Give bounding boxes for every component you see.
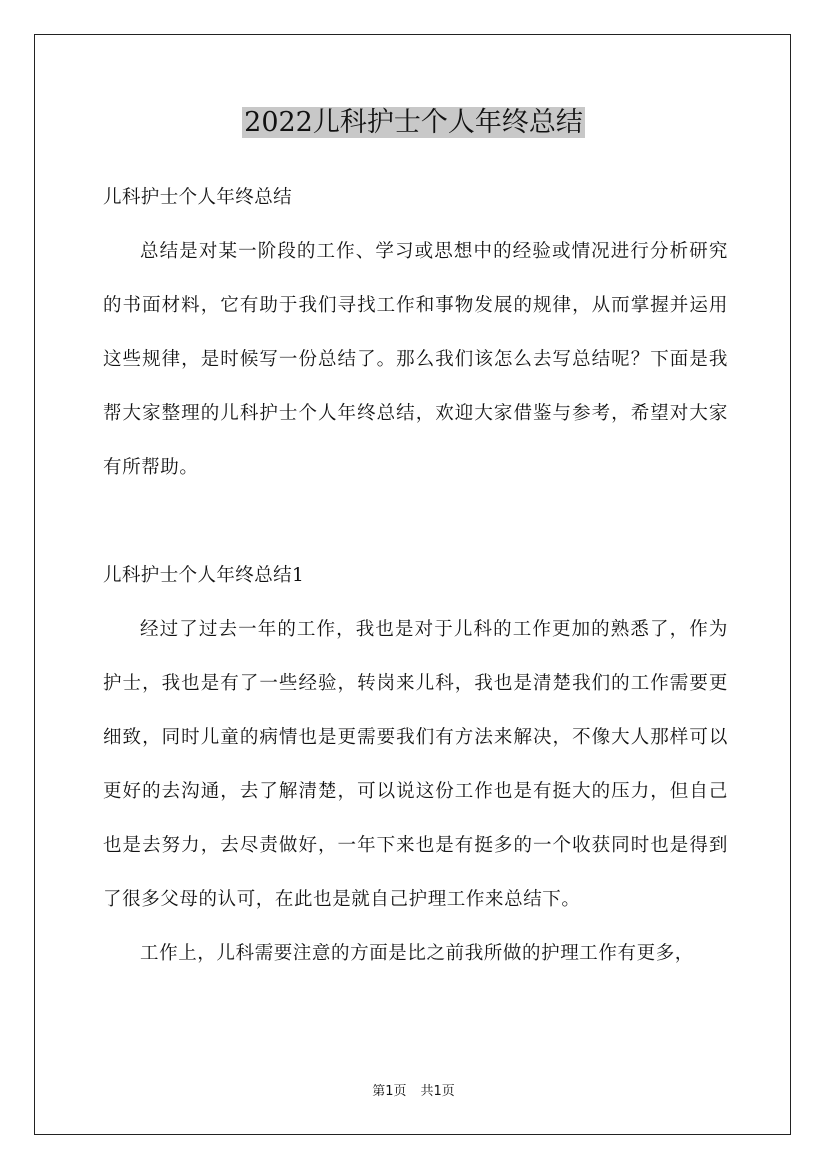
intro-heading: 儿科护士个人年终总结 xyxy=(103,187,293,208)
section1-heading: 儿科护士个人年终总结1 xyxy=(103,565,305,586)
page-number: 第1页 xyxy=(372,1084,407,1099)
page-footer xyxy=(0,1083,827,1101)
section1-paragraph-1: 经过了过去一年的工作，我也是对于儿科的工作更加的熟悉了，作为护士，我也是有了一些经验，转岗来儿科，我也是清楚我们的工作需要更细致，同时儿童的病情也是更需要我们有方法来解决，不像大人那样可以更好的去沟通，去了解清楚，可以说这份工作也是有挺大的压力，但自己也是去努力，去尽责做好，一年下来也是有挺多的一个收获同时也是得到了很多父母的认可，在此也是就自己护理工作来总结下。 xyxy=(103,619,728,910)
document-body xyxy=(103,171,728,981)
page-total: 共1页 xyxy=(420,1084,455,1099)
intro-paragraph: 总结是对某一阶段的工作、学习或思想中的经验或情况进行分析研究的书面材料，它有助于我们寻找工作和事物发展的规律，从而掌握并运用这些规律，是时候写一份总结了。那么我们该怎么去写总结呢？下面是我帮大家整理的儿科护士个人年终总结，欢迎大家借鉴与参考，希望对大家有所帮助。 xyxy=(103,241,728,478)
document-title-text: 2022儿科护士个人年终总结 xyxy=(244,107,583,138)
section-spacer xyxy=(103,495,728,549)
section1-paragraph-2: 工作上，儿科需要注意的方面是比之前我所做的护理工作有更多， xyxy=(140,943,694,964)
document-title xyxy=(0,103,827,143)
